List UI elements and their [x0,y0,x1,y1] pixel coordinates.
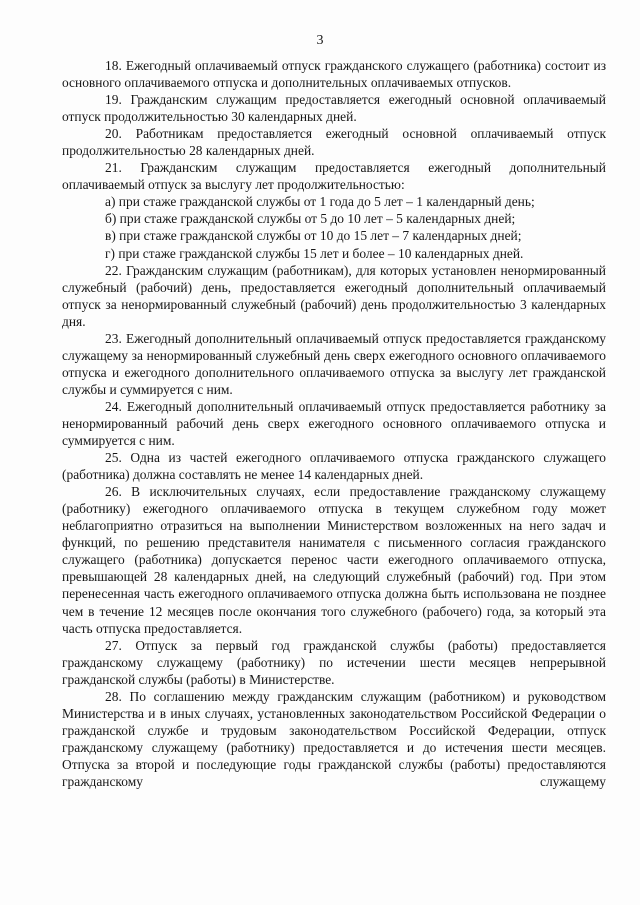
paragraph-28: 28. По соглашению между гражданским служащим (работником) и руководством Министерства и в иных случаях, установленных законодательством Российской Федерации о гражданской службе и трудовым законодательством Российской Федерации, отпуск гражданскому служащему (работнику) предоставляется и до истечения шести месяцев. Отпуска за второй и последующие годы гражданской службы (работы) предоставляются гражданскому служащему [62,688,606,789]
paragraph-20: 20. Работникам предоставляется ежегодный основной оплачиваемый отпуск продолжительностью 28 календарных дней. [62,126,606,159]
paragraph-19: 19. Гражданским служащим предоставляется ежегодный основной оплачиваемый отпуск продолжительностью 30 календарных дней. [62,92,606,125]
list-item-a: а) при стаже гражданской службы от 1 года до 5 лет – 1 календарный день; [105,194,535,210]
list-item-b: б) при стаже гражданской службы от 5 до 10 лет – 5 календарных дней; [105,211,516,227]
paragraph-27: 27. Отпуск за первый год гражданской службы (работы) предоставляется гражданскому служащему (работнику) по истечении шести месяцев непрерывной гражданской службы (работы) в Министерстве. [62,637,606,687]
paragraph-26: 26. В исключительных случаях, если предоставление гражданскому служащему (работнику) ежегодного оплачиваемого отпуска в текущем служебном году может неблагоприятно отразиться на выполнении Министерством возложенных на него задач и функций, по решению представителя нанимателя с письменного согласия гражданского служащего (работника) допускается перенос части ежегодного оплачиваемого отпуска, превышающей 28 календарных дней, на следующий служебный (рабочий) год. При этом перенесенная часть ежегодного оплачиваемого отпуска должна быть использована не позднее чем в течение 12 месяцев после окончания того служебного (рабочего) года, за который эта часть отпуска предоставляется. [62,484,606,636]
paragraph-18: 18. Ежегодный оплачиваемый отпуск гражданского служащего (работника) состоит из основного оплачиваемого отпуска и дополнительных оплачиваемых отпусков. [62,58,606,91]
paragraph-23: 23. Ежегодный дополнительный оплачиваемый отпуск предоставляется гражданскому служащему за ненормированный служебный день сверх ежегодного основного оплачиваемого отпуска и ежегодного дополнительного оплачиваемого отпуска за выслугу лет гражданской службы и суммируется с ним. [62,330,606,397]
paragraph-22: 22. Гражданским служащим (работникам), для которых установлен ненормированный служебный (рабочий) день, предоставляется ежегодный дополнительный оплачиваемый отпуск за ненормированный служебный (рабочий) день продолжительностью 3 календарных дня. [62,262,606,329]
page-number: 3 [316,33,324,48]
list-item-v: в) при стаже гражданской службы от 10 до 15 лет – 7 календарных дней; [105,228,522,244]
paragraph-24: 24. Ежегодный дополнительный оплачиваемый отпуск предоставляется работнику за ненормированный рабочий день сверх ежегодного основного оплачиваемого отпуска и суммируется с ним. [62,398,606,449]
document-body [62,57,606,790]
list-item-g: г) при стаже гражданской службы 15 лет и более – 10 календарных дней. [105,245,524,261]
paragraph-25: 25. Одна из частей ежегодного оплачиваемого отпуска гражданского служащего (работника) должна составлять не менее 14 календарных дней. [62,450,606,483]
paragraph-21: 21. Гражданским служащим предоставляется ежегодный дополнительный оплачиваемый отпуск за выслугу лет продолжительностью: [62,160,606,193]
